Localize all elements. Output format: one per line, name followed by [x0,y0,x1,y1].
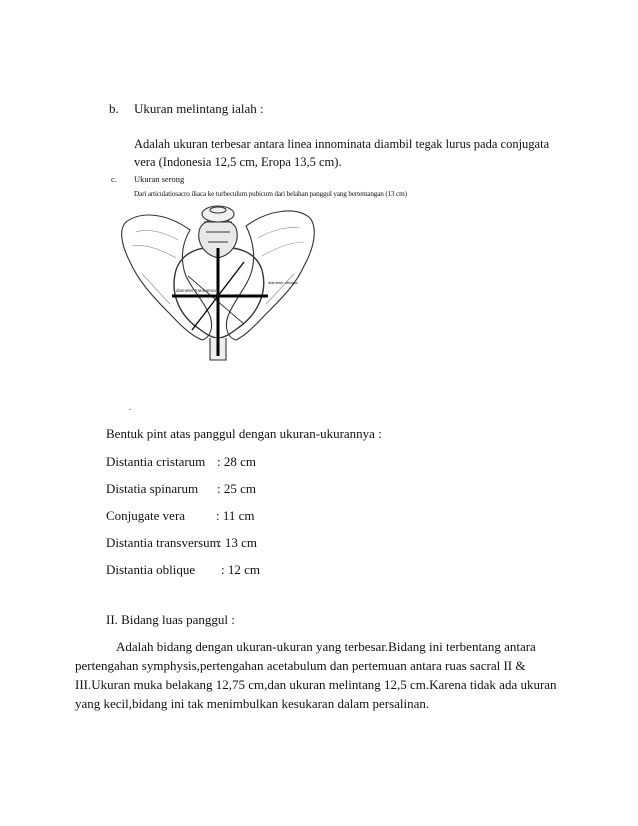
figure-caption-mark: . [129,402,132,412]
label-transversa: diameter transversa [176,288,216,293]
section-ii-line-2: pertengahan symphysis,pertengahan acetabulum dan pertemuan antara ruas sacral II & [75,658,526,673]
section-ii-heading: II. Bidang luas panggul : [106,612,235,627]
section-ii-line-4: yang kecil,bidang ini tak menimbulkan kesukaran dalam persalinan. [75,696,430,711]
list-marker-c: c. [111,174,117,184]
section-b-paragraph-line-2: vera (Indonesia 12,5 cm, Eropa 13,5 cm). [134,155,342,169]
measurement-name: Distatia spinarum [106,481,199,496]
measurement-value: : 25 cm [217,481,256,496]
measurement-name: Distantia cristarum [106,454,206,469]
measurements-intro: Bentuk pint atas panggul dengan ukuran-ukurannya : [106,426,382,441]
section-b-paragraph-line-1: Adalah ukuran terbesar antara linea innominata diambil tegak lurus pada conjugata [134,137,550,151]
vertebra [202,206,234,222]
list-marker-b: b. [109,101,119,116]
section-c-heading: Ukuran serong [134,174,185,184]
section-c-text: Dari articulatiosacro iliaca ke turbeculum pubicum dari belahan panggul yang bertentangan (13 cm) [134,190,407,198]
label-obliqua: diameter obliqua [268,280,298,285]
measurement-name: Conjugate vera [106,508,186,523]
measurement-value: : 13 cm [218,535,257,550]
section-ii-line-1: Adalah bidang dengan ukuran-ukuran yang terbesar.Bidang ini terbentang antara [116,639,536,654]
measurement-value: : 28 cm [217,454,256,469]
measurement-value: : 11 cm [216,508,255,523]
pelvis-illustration [118,188,318,368]
pelvis-diagram [118,188,318,368]
measurement-name: Distantia oblique [106,562,196,577]
section-b-heading: Ukuran melintang ialah : [134,101,264,116]
measurement-value: : 12 cm [221,562,260,577]
section-ii-line-3: III.Ukuran muka belakang 12,75 cm,dan ukuran melintang 12,5 cm.Karena tidak ada ukuran [75,677,557,692]
measurement-name: Distantia transversum [106,535,220,550]
